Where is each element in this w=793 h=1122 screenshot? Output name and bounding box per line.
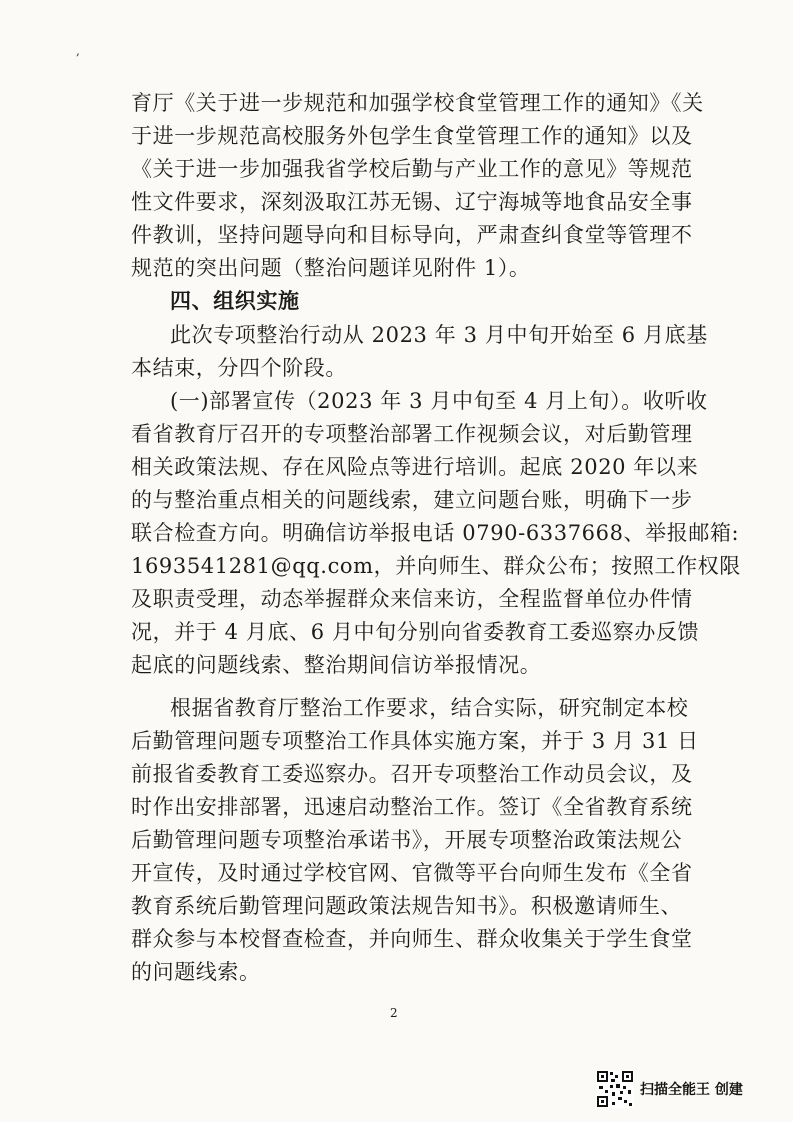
text-line: 及职责受理，动态举握群众来信来访，全程监督单位办件情	[131, 587, 693, 611]
text-line: 群众参与本校督查检查，并向师生、群众收集关于学生食堂	[131, 927, 693, 951]
text-line: 于进一步规范高校服务外包学生食堂管理工作的通知》以及	[131, 124, 693, 148]
text-line: 件教训，坚持问题导向和目标导向，严肃查纠食堂等管理不	[131, 223, 693, 247]
text-line: 根据省教育厅整治工作要求，结合实际，研究制定本校	[170, 696, 689, 720]
scan-speck: ,	[76, 44, 80, 58]
text-line: 后勤管理问题专项整治承诺书》，开展专项整治政策法规公	[131, 828, 683, 852]
text-line: 此次专项整治行动从 2023 年 3 月中旬开始至 6 月底基	[170, 323, 708, 347]
text-line: 1693541281@qq.com，并向师生、群众公布；按照工作权限	[131, 554, 741, 578]
text-line: 育厅《关于进一步规范和加强学校食堂管理工作的通知》《关	[131, 91, 704, 115]
page-number: 2	[390, 1006, 398, 1020]
text-line: 后勤管理问题专项整治工作具体实施方案，并于 3 月 31 日	[131, 729, 699, 753]
text-line: 前报省委教育工委巡察办。召开专项整治工作动员会议，及	[131, 762, 693, 786]
text-line: 开宣传，及时通过学校官网、官微等平台向师生发布《全省	[131, 861, 693, 885]
text-line: 时作出安排部署，迅速启动整治工作。签订《全省教育系统	[131, 795, 693, 819]
qr-code-icon	[596, 1070, 634, 1108]
text-line: 本结束，分四个阶段。	[131, 356, 347, 380]
section-heading: 四、组织实施	[170, 289, 300, 313]
text-line: 起底的问题线索、整治期间信访举报情况。	[131, 653, 542, 677]
text-line: 相关政策法规、存在风险点等进行培训。起底 2020 年以来	[131, 455, 699, 479]
text-line: 看省教育厅召开的专项整治部署工作视频会议，对后勤管理	[131, 422, 693, 446]
text-line: 的与整治重点相关的问题线索，建立问题台账，明确下一步	[131, 488, 693, 512]
text-line: 的问题线索。	[131, 960, 261, 984]
text-line: 教育系统后勤管理问题政策法规告知书》。积极邀请师生、	[131, 894, 683, 918]
text-line: 规范的突出问题（整治问题详见附件 1）。	[131, 256, 531, 280]
text-line: 况，并于 4 月底、6 月中旬分别向省委教育工委巡察办反馈	[131, 620, 700, 644]
scanner-watermark: 扫描全能王 创建	[640, 1082, 743, 1098]
text-line: 性文件要求，深刻汲取江苏无锡、辽宁海城等地食品安全事	[131, 190, 693, 214]
subsection-line: (一)部署宣传（2023 年 3 月中旬至 4 月上旬）。收听收	[170, 389, 708, 413]
text-line: 联合检查方向。明确信访举报电话 0790-6337668、举报邮箱:	[131, 521, 740, 545]
text-line: 《关于进一步加强我省学校后勤与产业工作的意见》等规范	[131, 157, 693, 181]
